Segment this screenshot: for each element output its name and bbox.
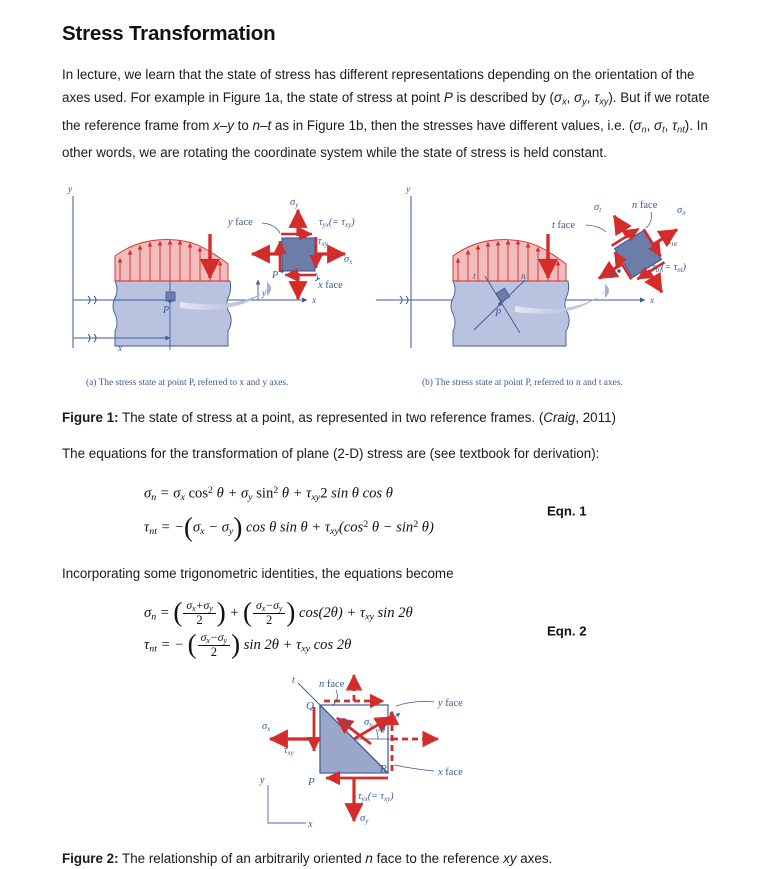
- figure-2-label-n-face: n face: [319, 678, 345, 690]
- eqn1-intro: The equations for the transformation of plane (2-D) stress are (see textbook for derivation):: [62, 446, 600, 462]
- figure-1b-label-sigma-t: σt: [594, 202, 602, 215]
- figure-1b-label-n-face: n face: [632, 200, 658, 212]
- figure-2-corner-q: Q: [306, 699, 314, 712]
- equation-2-label: Eqn. 2: [547, 623, 587, 639]
- figure-2-caption-label: Figure 2:: [62, 850, 119, 866]
- figure-1b-label-t: t: [473, 272, 476, 283]
- figure-1-graphic: [62, 178, 722, 378]
- figure-1b-y-axis-label: y: [406, 185, 411, 196]
- figure-1b-panel: [376, 185, 701, 348]
- figure-2-label-theta: θ: [380, 724, 386, 736]
- figure-1b-label-n: n: [521, 272, 526, 283]
- figure-2-corner-p: P: [308, 775, 315, 788]
- figure-2-label-t: t: [292, 674, 295, 686]
- figure-1a-subcaption: (a) The stress state at point P, referred to x and y axes.: [86, 378, 289, 389]
- figure-2-label-tau-nt: $\tau_{nt}$: [342, 714, 352, 727]
- equation-2-line-2: $\tau_{nt}$ = − ( $\frac{\sigma_x-\sigma_y}{2}$ ) $\sin 2\theta + \tau_{xy}$ cos 2θ: [144, 629, 352, 660]
- figure-2-axis-x: x: [308, 818, 313, 830]
- figure-1b-label-tau-tn: $\tau_{tn}(= \tau_{nt})$: [652, 262, 687, 275]
- figure-1a-label-x-face: x face: [318, 280, 343, 292]
- figure-1-caption: [62, 408, 722, 428]
- figure-2-label-sigma-y: σy: [360, 812, 369, 825]
- figure-1a-point-p: P: [163, 305, 170, 317]
- equation-1-line-1: $\sigma_n = \sigma_x$ $\cos^2 \theta + \sigma_y$ $\sin^2 \theta + \tau_{xy}2$ sin θ cos θ: [144, 484, 393, 503]
- document-content: [62, 0, 722, 869]
- figure-1a-dim-x: x: [118, 344, 123, 355]
- figure-1b-x-axis-label: x: [650, 296, 655, 307]
- figure-1b-element-point-p: P: [610, 270, 617, 282]
- figure-1a-label-sigma-x: σx: [344, 254, 353, 267]
- figure-2-label-tau-yx: $\tau_{yx}(= \tau_{xy})$: [358, 790, 394, 803]
- eqn2-intro: Incorporating some trigonometric identities, the equations become: [62, 566, 454, 582]
- figure-1b-label-tau-nt: $\tau_{nt}$: [668, 236, 678, 249]
- figure-1-svg: [62, 178, 722, 378]
- figure-2-label-x-face: x face: [438, 766, 463, 778]
- figure-1-caption-text: The state of stress at a point, as represented in two reference frames. (Craig, 2011): [118, 410, 616, 426]
- figure-2-label-tau-xy: $\tau_{xy}$: [284, 744, 294, 757]
- figure-1-subcaptions: [62, 378, 722, 396]
- figure-2-graphic: [62, 673, 722, 843]
- page-title: Stress Transformation: [62, 22, 276, 45]
- figure-1b-label-t-face: t face: [552, 220, 576, 232]
- figure-2-label-n: n: [389, 708, 394, 720]
- equation-1-line-2: $\tau_{nt} = -(\sigma_x - \sigma_y)$ cos θ $\sin \theta + \tau_{xy}(\cos^2$ $\theta - \sin^2 \theta$): [144, 512, 434, 543]
- figure-1-caption-label: Figure 1:: [62, 410, 119, 426]
- figure-2-label-sigma-n: σn: [364, 716, 373, 729]
- figure-1b-point-p: P: [495, 308, 502, 320]
- equation-1-block: [62, 478, 722, 546]
- figure-2-axis-y: y: [260, 774, 265, 786]
- figure-1a-beam: [113, 281, 231, 346]
- figure-1a-label-sigma-y: σy: [290, 197, 299, 210]
- figure-1a-stress-element: [282, 238, 315, 271]
- figure-1a-element-point-p: P: [272, 270, 279, 282]
- equation-2-line-1: $\sigma_n$ = ( $\frac{\sigma_x+\sigma_y}{2}$ ) + ( $\frac{\sigma_x-\sigma_y}{2}$ ) $\cos(2\theta) + \tau_{xy}$ sin 2θ: [144, 596, 413, 627]
- figure-1a-label-tau-xy: $\tau_{xy}$: [318, 236, 328, 249]
- figure-1a-label-y-face: y face: [228, 217, 253, 229]
- figure-1a-dim-y: y: [262, 289, 267, 300]
- figure-1a-panel: [67, 185, 355, 354]
- equation-2-block: [62, 596, 722, 663]
- figure-2-reference-axes: [268, 785, 306, 823]
- figure-1b-label-sigma-n: σn: [677, 205, 686, 218]
- figure-2-caption-text: The relationship of an arbitrarily oriented n face to the reference xy axes.: [118, 850, 553, 866]
- figure-2-label-sigma-x: σx: [262, 720, 271, 733]
- figure-1b-subcaption: (b) The stress state at point P, referred to n and t axes.: [422, 378, 623, 389]
- figure-1a-label-tau-yx: $\tau_{yx}(= \tau_{xy})$: [319, 217, 355, 230]
- figure-2-svg: [62, 673, 722, 843]
- figure-1a-y-axis-label: y: [68, 185, 73, 196]
- figure-2-corner-r: R: [380, 762, 387, 775]
- equation-1-label: Eqn. 1: [547, 503, 587, 519]
- figure-2-label-y-face: y face: [438, 697, 463, 709]
- intro-paragraph: In lecture, we learn that the state of stress has different representations depending on the orientation of the axes used. For example in Figure 1a, the state of stress at point P is described by ($\sigma_x$, $\sigma_y$, $\tau_{xy}$). But if we rotate the reference frame from x–y to n–t as in Figure 1b, then the stresses have different values, i.e. ($\sigma_n$, $\sigma_t$, $\tau_{nt}$). In other words, we are rotating the coordinate system while the state of stress is held constant.: [62, 67, 710, 161]
- figure-1a-x-axis-label: x: [312, 296, 317, 307]
- figure-2-caption: [62, 849, 722, 869]
- figure-1b-beam: [451, 281, 569, 346]
